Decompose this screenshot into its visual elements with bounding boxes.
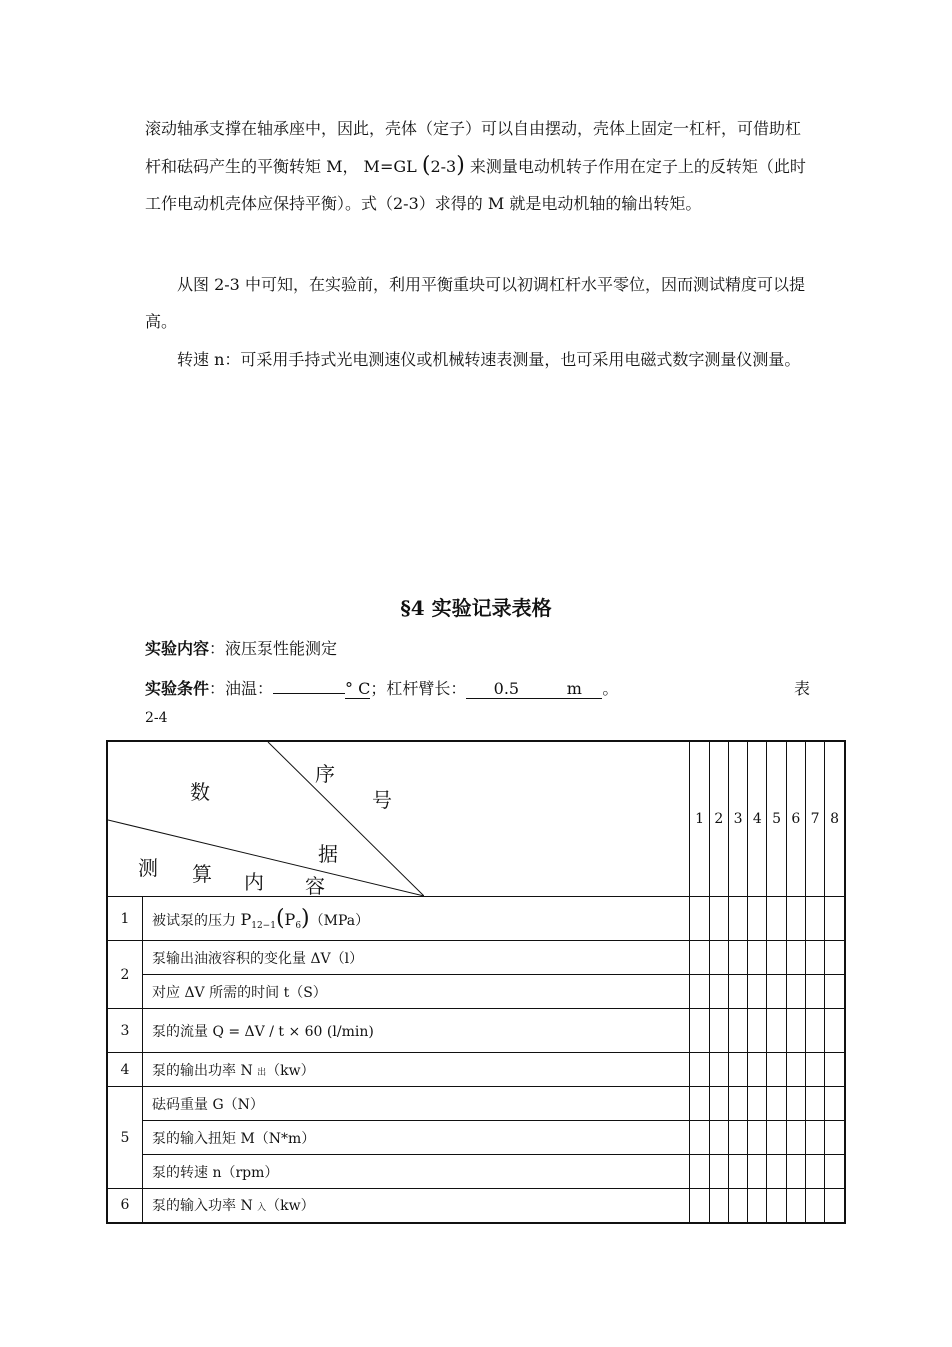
table-row	[107, 1155, 845, 1189]
diagonal-header-cell	[107, 741, 690, 897]
table-row	[107, 1009, 845, 1053]
column-header-1: 1	[690, 741, 709, 897]
header-suan: 算	[192, 862, 212, 886]
row-label-post: （MPa）	[309, 913, 370, 929]
column-header-4: 4	[748, 741, 767, 897]
data-cell[interactable]	[786, 1053, 805, 1087]
data-cell[interactable]	[690, 975, 709, 1009]
data-cell[interactable]	[728, 941, 747, 975]
data-cell[interactable]	[709, 1155, 728, 1189]
row-index: 2	[107, 941, 143, 1009]
row-index: 6	[107, 1189, 143, 1223]
row-label-post: （kw）	[266, 1062, 315, 1079]
pressure-symbol: P	[240, 910, 252, 929]
data-cell[interactable]	[805, 1189, 824, 1223]
oil-temp-label: 油温：	[225, 679, 274, 698]
data-cell[interactable]	[709, 897, 728, 941]
table-number-part1: 表	[793, 679, 810, 698]
data-cell[interactable]	[825, 1121, 845, 1155]
paren-open: (	[275, 906, 285, 931]
data-cell[interactable]	[767, 975, 786, 1009]
row-label-subscript: 出	[257, 1067, 267, 1078]
experiment-content-sep: ：	[209, 639, 226, 658]
experiment-conditions-label: 实验条件	[145, 679, 210, 698]
header-nei: 内	[244, 870, 264, 894]
data-cell[interactable]	[748, 941, 767, 975]
data-cell[interactable]	[825, 1155, 845, 1189]
row-index: 3	[107, 1009, 143, 1053]
arm-length-value: 0.5	[466, 679, 546, 699]
data-cell[interactable]	[805, 1053, 824, 1087]
data-cell[interactable]	[728, 1087, 747, 1121]
data-cell[interactable]	[748, 975, 767, 1009]
paragraph-balance: 从图 2-3 中可知，在实验前，利用平衡重块可以初调杠杆水平零位，因而测试精度可以提高。	[145, 275, 805, 331]
data-cell[interactable]	[690, 1053, 709, 1087]
column-header-7: 7	[805, 741, 824, 897]
data-cell[interactable]	[786, 1189, 805, 1223]
pressure-alt-subscript: 6	[295, 921, 302, 931]
data-cell[interactable]	[786, 1121, 805, 1155]
column-header-3: 3	[728, 741, 747, 897]
data-cell[interactable]	[709, 1121, 728, 1155]
data-cell[interactable]	[690, 1121, 709, 1155]
paragraph-speed: 转速 n：可采用手持式光电测速仪或机械转速表测量，也可采用电磁式数字测量仪测量。	[177, 350, 801, 369]
data-cell[interactable]	[767, 941, 786, 975]
paragraph-torque-text-a: 滚动轴承支撑在轴承座中，因此，壳体（定子）可以自由摆动，壳体上固定一杠杆，可借助杠杆和砝码产生的平衡转矩 M， M=GL	[145, 119, 802, 176]
data-cell[interactable]	[709, 1009, 728, 1053]
table-row	[107, 941, 845, 975]
data-cell[interactable]	[825, 1087, 845, 1121]
row-label-subscript: 入	[257, 1203, 267, 1214]
row-label-pre: 泵的输出功率 N	[152, 1062, 258, 1079]
column-header-2: 2	[709, 741, 728, 897]
row-label-flow: 泵的流量 Q = ΔV / t × 60 (l/min)	[143, 1009, 690, 1053]
data-cell[interactable]	[786, 897, 805, 941]
data-cell[interactable]	[690, 1155, 709, 1189]
header-xu: 序	[315, 762, 335, 786]
data-cell[interactable]	[748, 1189, 767, 1223]
experiment-conditions-line	[145, 676, 810, 699]
table-number-part2: 2-4	[145, 710, 168, 726]
data-cell[interactable]	[805, 975, 824, 1009]
data-cell[interactable]	[690, 1189, 709, 1223]
data-cell[interactable]	[709, 1087, 728, 1121]
data-cell[interactable]	[690, 941, 709, 975]
experiment-content-line	[145, 636, 337, 659]
data-cell[interactable]	[709, 975, 728, 1009]
data-cell[interactable]	[805, 897, 824, 941]
header-shu: 数	[190, 780, 210, 804]
oil-temp-after: ；杠杆臂长：	[370, 679, 467, 698]
row-label-pressure	[143, 897, 690, 941]
row-label-time: 对应 ΔV 所需的时间 t（S）	[143, 975, 690, 1009]
data-cell[interactable]	[825, 975, 845, 1009]
row-label-weight: 砝码重量 G（N）	[143, 1087, 690, 1121]
oil-temp-unit: ° C	[345, 679, 371, 698]
data-cell[interactable]	[728, 1053, 747, 1087]
header-ce: 测	[138, 856, 158, 880]
table-row	[107, 1053, 845, 1087]
header-ju: 据	[318, 842, 338, 866]
data-cell[interactable]	[767, 1009, 786, 1053]
data-cell[interactable]	[767, 897, 786, 941]
data-cell[interactable]	[709, 1189, 728, 1223]
data-cell[interactable]	[690, 897, 709, 941]
data-cell[interactable]	[805, 941, 824, 975]
row-label-output-power	[143, 1053, 690, 1087]
data-cell[interactable]	[805, 1155, 824, 1189]
experiment-conditions-sep: ：	[209, 679, 226, 698]
data-cell[interactable]	[709, 941, 728, 975]
row-index: 4	[107, 1053, 143, 1087]
row-index: 5	[107, 1087, 143, 1189]
formula-paren-close: )	[456, 153, 465, 178]
data-cell[interactable]	[805, 1009, 824, 1053]
data-cell[interactable]	[748, 1155, 767, 1189]
pressure-subscript: 12−1	[251, 921, 276, 931]
data-cell[interactable]	[709, 1053, 728, 1087]
data-cell[interactable]	[728, 1155, 747, 1189]
data-cell[interactable]	[825, 897, 845, 941]
data-cell[interactable]	[825, 1009, 845, 1053]
data-cell[interactable]	[786, 941, 805, 975]
data-cell[interactable]	[728, 1009, 747, 1053]
data-cell[interactable]	[805, 1121, 824, 1155]
data-cell[interactable]	[728, 1189, 747, 1223]
pressure-alt-symbol: P	[284, 910, 296, 929]
data-cell[interactable]	[767, 1121, 786, 1155]
row-label-torque: 泵的输入扭矩 M（N*m）	[143, 1121, 690, 1155]
data-cell[interactable]	[825, 1189, 845, 1223]
header-rong: 容	[305, 874, 325, 898]
row-label-speed: 泵的转速 n（rpm）	[143, 1155, 690, 1189]
section-title: §4 实验记录表格	[400, 596, 552, 620]
data-cell[interactable]	[748, 1053, 767, 1087]
record-table	[106, 740, 846, 1224]
data-cell[interactable]	[825, 1053, 845, 1087]
data-cell[interactable]	[748, 897, 767, 941]
row-index: 1	[107, 897, 143, 941]
row-label-input-power	[143, 1189, 690, 1223]
paragraph-torque	[145, 110, 810, 222]
paragraph-torque-text-b: 来测量电动机转子作用在定子上的反转矩（此时工作电动机壳体应保持平衡）。式（2-3）求得的 M 就是电动机轴的输出转矩。	[145, 157, 806, 213]
column-header-8: 8	[825, 741, 845, 897]
experiment-content-value: 液压泵性能测定	[225, 639, 338, 658]
table-row	[107, 1189, 845, 1223]
data-cell[interactable]	[690, 1009, 709, 1053]
header-hao: 号	[372, 788, 392, 812]
data-cell[interactable]	[767, 1087, 786, 1121]
data-cell[interactable]	[748, 1087, 767, 1121]
arm-length-unit: m	[546, 679, 602, 699]
data-cell[interactable]	[825, 941, 845, 975]
experiment-content-label: 实验内容	[145, 639, 210, 658]
row-label-pre: 泵的输入功率 N	[152, 1198, 258, 1215]
table-row	[107, 897, 845, 941]
table-header-row	[107, 741, 845, 897]
data-cell[interactable]	[748, 1009, 767, 1053]
column-header-5: 5	[767, 741, 786, 897]
data-cell[interactable]	[786, 975, 805, 1009]
data-cell[interactable]	[690, 1087, 709, 1121]
data-cell[interactable]	[786, 1087, 805, 1121]
formula-paren-open: (	[421, 153, 431, 178]
formula-number: 2-3	[430, 157, 457, 176]
table-row	[107, 975, 845, 1009]
oil-temp-blank[interactable]	[273, 693, 345, 694]
data-cell[interactable]	[805, 1087, 824, 1121]
data-cell[interactable]	[748, 1121, 767, 1155]
data-cell[interactable]	[728, 975, 747, 1009]
arm-length-after: 。	[602, 679, 619, 698]
data-cell[interactable]	[767, 1189, 786, 1223]
data-cell[interactable]	[728, 897, 747, 941]
row-label-pre: 被试泵的压力	[152, 913, 241, 929]
row-label-post: （kw）	[266, 1198, 315, 1215]
data-cell[interactable]	[767, 1053, 786, 1087]
data-cell[interactable]	[786, 1155, 805, 1189]
table-row	[107, 1121, 845, 1155]
table-row	[107, 1087, 845, 1121]
data-cell[interactable]	[728, 1121, 747, 1155]
paren-close: )	[301, 906, 310, 931]
data-cell[interactable]	[767, 1155, 786, 1189]
data-cell[interactable]	[786, 1009, 805, 1053]
row-label-volume-change: 泵输出油液容积的变化量 ΔV（l）	[143, 941, 690, 975]
column-header-6: 6	[786, 741, 805, 897]
